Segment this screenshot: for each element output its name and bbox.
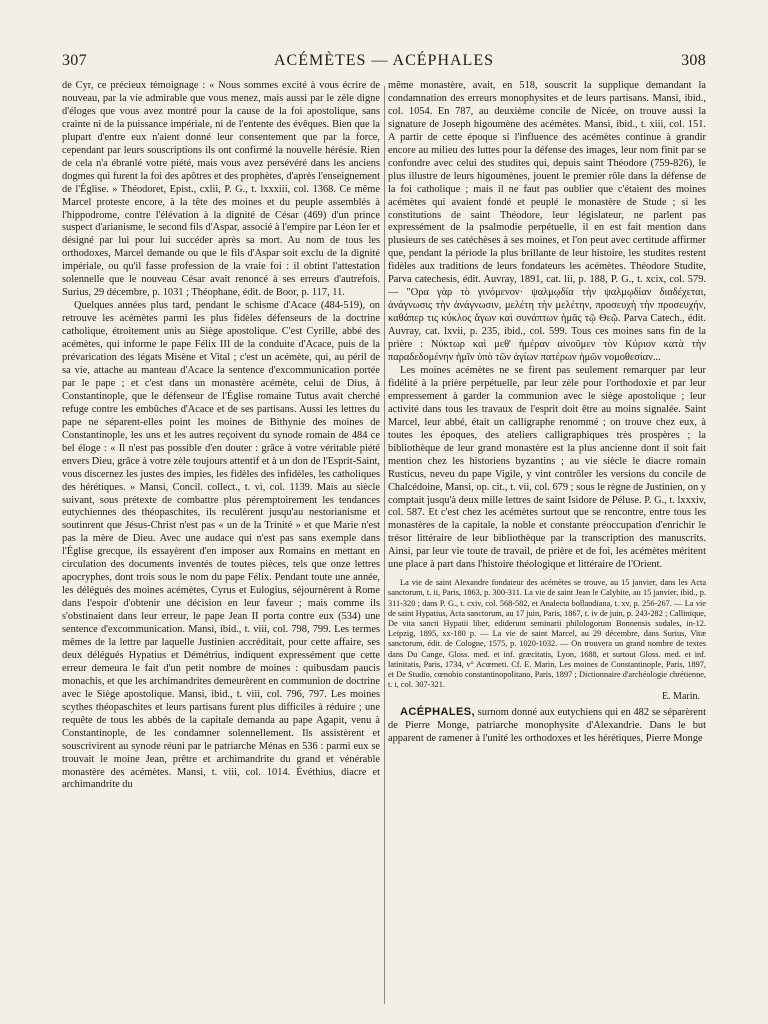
column-divider	[384, 86, 385, 1004]
right-column	[388, 80, 706, 1010]
left-paragraph-2: Quelques années plus tard, pendant le schisme d'Acace (484-519), on retrouve les acémètes parmi les plus fidèles défenseurs de la doctrine catholique, étroitement unis au Siège apostolique. C'est Cyrille, abbé des acémètes, qui informe le pape Félix III de la conduite d'Acace, puis de la prévarication des légats Misène et Vital ; c'est un acémète, qui, au péril de sa vie, attache au manteau d'Acace la sentence d'excommunication portée par le pape ; et c'est dans un monastère acémète, celui de Dius, à Constantinople, que le défenseur de l'Église romaine Tutus avait cherché refuge contre les embûches d'Acace et de ses partisans. Aussi les lettres du pape ne séparent-elles point les moines de Bithynie des moines de Constantinople, les uns et les autres reçoivent du synode romain de 484 ce bel éloge : « Il n'est pas possible d'en douter : grâce à votre véritable piété envers Dieu, grâce à votre zèle toujours attentif et à un don de l'Esprit-Saint, vous discernez les justes des impies, les fidèles des infidèles, les catholiques des hérétiques. » Mansi, Concil. collect., t. vi, col. 1139. Mais au siècle suivant, sous prétexte de combattre plus péremptoirement les tendances eutychiennes des théopaschites, ils reculèrent jusqu'au nestorianisme et soutinrent que Jésus-Christ n'est pas « un de la Trinité » et que Marie n'est pas la mère de Dieu. Avec une audace qui n'est pas sans exemple dans l'Église grecque, ils essayèrent d'en imposer aux Romains en mettant en circulation des documents inventés de toutes pièces, tels que onze lettres apocryphes, dont trois sous le nom du pape Félix. Pendant toute une année, les délégués des moines acémètes, Cyrus et Eulogius, séjournèrent à Rome dans l'espoir d'obtenir une décision en leur faveur ; mais comme ils s'obstinaient dans leur erreur, le pape Jean II porta contre eux (534) une sentence d'excommunication. Mansi, ibid., t. viii, col. 798, 799. Les termes mêmes de la lettre par laquelle Justinien accréditait, pour cette affaire, ses deux délégués Hypatius et Démétrius, indiquent expressément que cette erreur demeura le fait d'un petit nombre de moines : quibusdam paucis monachis, et que les archimandrites demeurèrent en communion de doctrine avec le Siège apostolique. Mansi, ibid., t. viii, col. 796, 797. Les moines scythes théopaschites et leurs partisans furent plus difficiles à réduire ; une requête de tous les abbés de la capitale demanda au pape Agapit, venu à Constantinople, de les condamner solennellement. Ils assistèrent et souscrivirent au synode réuni par le patriarche Ménas en 536 : parmi eux se trouvait le moine Jean, prêtre et archimandrite du grand et vénérable monastère des acémètes. Mansi, t. viii, col. 1014. Évéthius, diacre et archimandrite du	[62, 300, 380, 791]
entry-acephales	[388, 706, 706, 746]
page-number-right: 308	[681, 52, 706, 69]
page-number-left: 307	[62, 52, 87, 69]
entry-headword: ACÉPHALES,	[400, 706, 475, 719]
bibliography-text: La vie de saint Alexandre fondateur des acémètes se trouve, au 15 janvier, dans les Acta sanctorum, t. ii, Paris, 1863, p. 300-311. La vie de saint Jean le Calybite, au 15 janvier, ibid., p. 311-320 ; dans P. G., t. cxiv, col. 568-582, et Analecta bollandiana, t. xv, p. 256-267. — La vie de saint Hypatius, Acta sanctorum, au 17 juin, Paris, 1867, t. iv de juin, p. 243-282 ; Callinique, De vita sancti Hypatii liber, ediderunt seminarii philologorum Bonnensis sodales, in-12. Leipzig, 1895, xx-180 p. — La vie de saint Marcel, au 29 décembre, dans Surius, Vitæ sanctorum, édit. de Cologne, 1575, p. 1020-1032. — On trouvera un grand nombre de textes dans Du Cange, Gloss. med. et inf. græcitatis, Lyon, 1688, et surtout Gloss. med. et inf. latinitatis, Paris, 1734, v° Acœmeti. Cf. E. Marin, Les moines de Constantinople, Paris, 1897, et De Studio, cœnobio constantinopolitano, Paris, 1897 ; Dictionnaire d'archéologie chrétienne, t. i, col. 307-321.	[388, 578, 706, 690]
bibliography-notes	[388, 578, 706, 690]
entry-text: surnom donné aux eutychiens qui en 482 se séparèrent de Pierre Monge, patriarche monophysite d'Alexandrie. Dans le but apparent de ramener à l'unité les orthodoxes et les hérétiques, Pierre Monge	[388, 707, 706, 745]
right-paragraph-1: même monastère, avait, en 518, souscrit la supplique demandant la condamnation des erreurs monophysites et de leurs partisans. Mansi, ibid., col. 1054. En 787, au deuxième concile de Nicée, on trouve aussi la signature de Joseph higoumène des acémètes. Mansi, ibid., t. xiii, col. 151. A partir de cette époque si l'influence des acémètes continue à grandir encore au milieu des luttes pour la défense des images, leur nom finit par se confondre avec celui des studites qui, depuis saint Théodore (759-826), le plus illustre de leurs higoumènes, jouent le premier rôle dans la défense de la foi catholique ; mais il ne faut pas oublier que c'étaient des moines acémètes qui avaient fondé et peuplé le monastère de Stude ; si les constitutions de saint Théodore, leur législateur, ne parlent pas expressément de la psalmodie perpétuelle, il en est fait mention dans plusieurs de ses catéchèses à ses moines, et l'on peut avec certitude affirmer que, pendant la période la plus brillante de leur histoire, les studites restent fidèles aux traditions de leurs fondateurs les acémètes. Théodore Studite, Parva catechesis, édit. Auvray, 1891, cat. lii, p. 188, P. G., t. xcix, col. 579. — "Ορα γὰρ τὸ γινόμενον· ψαλμῳδία τὴν ψαλμῳδίαν διαδέχεται, ἀνάγνωσις τὴν ἀνάγνωσιν, μελέτη τὴν μελέτην, προσευχὴ τὴν προσευχήν, καθάπερ τις κύκλος ἄγων καὶ συνάπτων ἡμᾶς τῷ Θεῷ. Parva Catech., édit. Auvray, cat. lxvii, p. 235, ibid., col. 599. Tous ces moines sans fin de la prière : Νύκτωρ καὶ μεθ' ἡμέραν αἰνοῦμεν τὸν Κύριον κατὰ τὴν παραδεδομένην ἡμῖν ὑπὸ τῶν ἁγίων πατέρων ἡμῶν νομοθεσίαν...	[388, 80, 706, 364]
author-signature: E. Marin.	[661, 691, 700, 703]
left-column	[62, 80, 380, 1010]
left-paragraph-1: de Cyr, ce précieux témoignage : « Nous sommes excité à vous écrire de nouveau, par la vie admirable que vous menez, mais aussi par le zèle digne d'éloges que vous avez montré pour la cause de la foi apostolique, sans crainte ni de la puissance impériale, ni de l'entente des évêques. Bien que la plupart d'entre eux n'aient donné leur consentement que par la force, cependant par leurs souscriptions ils ont confirmé la nouvelle hérésie. Rien de cela n'a ébranlé votre piété, mais vous avez persévéré dans les anciens dogmes qui furent la foi des apôtres et des prophètes, d'après l'enseignement de l'Église. » Théodoret, Epist., cxlii, P. G., t. lxxxiii, col. 1368. Ce même Marcel proteste encore, à la tête des moines et du peuple assemblés à l'hippodrome, contre l'élévation à la dignité de César (469) d'un prince suspect d'arianisme, le second fils d'Aspar, associé à l'empire par Léon Ier et désigné par lui pour lui succéder après sa mort. Au nom de tous les orthodoxes, Marcel demande ou que le fils d'Aspar soit exclu de la dignité impériale, ou qu'il fasse profession de la vraie foi : il obtint l'attestation solennelle que le nouveau César avait renoncé à ses erreurs d'autrefois. Surius, 29 décembre, p. 1031 ; Théophane, édit. de Boor, p. 117, 11.	[62, 80, 380, 299]
running-title: ACÉMÈTES — ACÉPHALES	[273, 52, 494, 69]
right-paragraph-2: Les moines acémètes ne se firent pas seulement remarquer par leur fidélité à la prière perpétuelle, par leur zèle pour l'orthodoxie et par leur empressement à garder la communion avec le siège apostolique ; leur activité dans tous les travaux de l'esprit doit être au moins signalée. Saint Marcel, leur abbé, était un calligraphe renommé ; on trouve chez eux, à toutes les époques, des ateliers calligraphiques très prospères ; la bibliothèque de leur grand monastère est la plus ancienne dont il soit fait mention chez les historiens byzantins ; au vie siècle le diacre romain Rusticus, neveu du pape Vigile, y vint contrôler les versions du concile de Chalcédoine, Mansi, op. cit., t. vii, col. 679 ; sous le règne de Justinien, on y comptait jusqu'à deux mille lettres de saint Isidore de Péluse. P. G., t. lxxxiv, col. 587. Et c'est chez les acémètes surtout que se rencontre, entre tous les monastères de la capitale, la noble et constante préoccupation d'enrichir le trésor littéraire de leur bibliothèque par la transcription des manuscrits. Ainsi, par leur vie toute de travail, de prière et de foi, les acémètes méritent une place à part dans l'histoire théologique et littéraire de l'Orient.	[388, 364, 706, 571]
page-header	[62, 52, 706, 74]
